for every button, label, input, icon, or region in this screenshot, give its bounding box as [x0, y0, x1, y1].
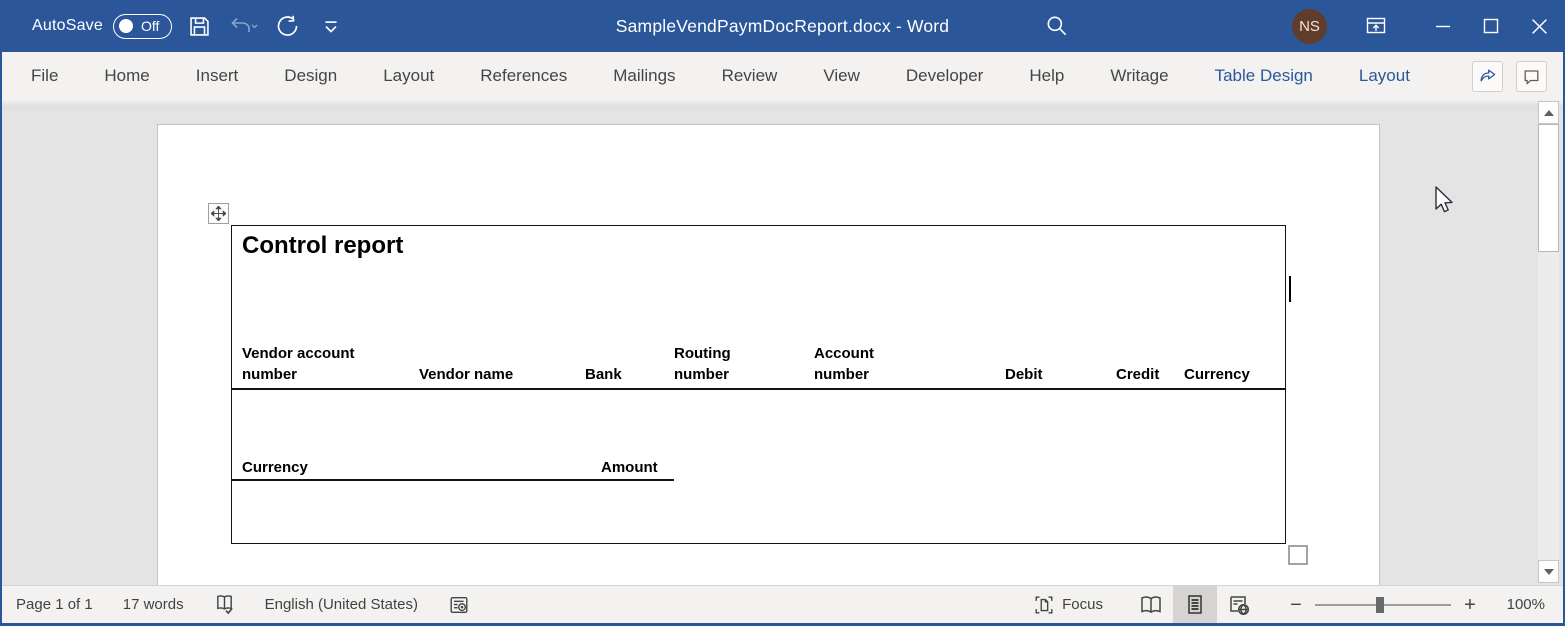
save-button[interactable] — [182, 9, 216, 43]
report-title: Control report — [242, 232, 404, 259]
close-icon — [1531, 18, 1548, 35]
zoom-out-button[interactable]: − — [1290, 593, 1302, 616]
autosave-state: Off — [140, 18, 160, 34]
minimize-icon — [1435, 18, 1451, 34]
bar-over-chevron-icon — [321, 17, 341, 35]
share-icon — [1478, 67, 1497, 86]
save-icon — [186, 13, 213, 40]
print-layout-icon — [1184, 593, 1206, 617]
report-table[interactable] — [231, 225, 1286, 544]
tab-writage[interactable]: Writage — [1110, 66, 1169, 85]
tab-table-design[interactable]: Table Design — [1214, 66, 1313, 85]
column-header-credit: Credit — [1116, 366, 1160, 383]
column-header-bank: Bank — [585, 366, 622, 383]
focus-mode-button[interactable] — [1033, 594, 1103, 616]
share-button[interactable] — [1472, 61, 1503, 92]
maximize-button[interactable] — [1467, 6, 1515, 46]
column-header-vendor-name: Vendor name — [419, 366, 514, 383]
web-layout-view-button[interactable] — [1217, 586, 1261, 623]
scrollbar-thumb[interactable] — [1538, 124, 1559, 252]
word-count[interactable]: 17 words — [122, 596, 184, 613]
subcolumn-header-currency: Currency — [242, 459, 308, 476]
document-title: SampleVendPaymDocReport.docx - Word — [615, 15, 950, 36]
account-avatar[interactable]: NS — [1292, 9, 1327, 44]
four-way-arrow-icon — [211, 206, 226, 221]
focus-icon — [1033, 594, 1055, 616]
minimize-button[interactable] — [1419, 6, 1467, 46]
triangle-down-icon — [1544, 569, 1554, 575]
redo-icon — [274, 13, 301, 40]
redo-button[interactable] — [270, 9, 304, 43]
table-subheader-row — [232, 456, 674, 481]
comments-button[interactable] — [1516, 61, 1547, 92]
tab-layout[interactable]: Layout — [383, 66, 435, 85]
status-right-group — [1033, 586, 1563, 623]
read-mode-icon — [1139, 594, 1163, 616]
zoom-slider[interactable] — [1315, 597, 1451, 613]
tab-table-layout[interactable]: Layout — [1358, 66, 1410, 85]
ribbon-display-options-icon — [1364, 14, 1388, 38]
comments-icon — [1522, 67, 1541, 86]
undo-icon — [228, 13, 258, 39]
tab-design[interactable]: Design — [284, 66, 338, 85]
page-indicator[interactable]: Page 1 of 1 — [16, 596, 93, 613]
tab-references[interactable]: References — [480, 66, 568, 85]
status-left-group — [2, 593, 470, 616]
zoom-level[interactable]: 100% — [1506, 596, 1545, 613]
document-page[interactable] — [157, 124, 1380, 585]
column-header-currency: Currency — [1184, 366, 1250, 383]
macro-recorder-icon — [448, 594, 470, 616]
subcolumn-header-amount: Amount — [601, 459, 658, 476]
column-header-debit: Debit — [1005, 366, 1043, 383]
table-header-row — [232, 336, 1285, 390]
ribbon-display-options-button[interactable] — [1359, 9, 1393, 43]
arrow-pointer-icon — [1434, 186, 1458, 218]
ribbon-tab-bar — [2, 52, 1563, 100]
tab-file[interactable]: File — [31, 66, 59, 85]
ribbon-action-buttons — [1472, 61, 1563, 92]
macro-recording-button[interactable] — [448, 594, 470, 616]
language-status[interactable]: English (United States) — [264, 596, 419, 613]
column-header-account-number: Account number — [814, 345, 874, 383]
toggle-knob-icon — [119, 19, 133, 33]
text-insertion-caret — [1289, 276, 1291, 302]
close-button[interactable] — [1515, 6, 1563, 46]
zoom-slider-handle[interactable] — [1376, 597, 1384, 613]
document-canvas[interactable] — [2, 100, 1563, 585]
column-header-vendor-account-number: Vendor account number — [242, 345, 355, 383]
proofing-book-check-icon — [214, 593, 235, 616]
tab-developer[interactable]: Developer — [905, 66, 984, 85]
zoom-controls — [1285, 595, 1545, 615]
tab-view[interactable]: View — [823, 66, 860, 85]
undo-button[interactable] — [226, 9, 260, 43]
scroll-up-button[interactable] — [1538, 101, 1559, 124]
titlebar-right-controls — [1292, 6, 1563, 46]
maximize-icon — [1483, 18, 1499, 34]
tab-mailings[interactable]: Mailings — [613, 66, 676, 85]
tab-insert[interactable]: Insert — [195, 66, 239, 85]
proofing-status-button[interactable] — [214, 593, 235, 616]
web-layout-icon — [1227, 593, 1251, 617]
status-bar — [2, 585, 1563, 623]
vertical-scrollbar[interactable] — [1538, 101, 1559, 583]
tab-home[interactable]: Home — [104, 66, 150, 85]
zoom-in-button[interactable]: + — [1464, 593, 1476, 616]
mouse-pointer-icon — [1434, 186, 1458, 218]
autosave-label: AutoSave — [32, 17, 103, 34]
read-mode-view-button[interactable] — [1129, 586, 1173, 623]
customize-quick-access-toolbar-button[interactable] — [314, 9, 348, 43]
focus-label: Focus — [1062, 596, 1103, 613]
scroll-down-button[interactable] — [1538, 560, 1559, 583]
autosave-toggle[interactable] — [113, 14, 172, 39]
column-header-routing-number: Routing number — [674, 345, 731, 383]
triangle-up-icon — [1544, 110, 1554, 116]
table-resize-handle[interactable] — [1288, 545, 1308, 565]
tab-review[interactable]: Review — [721, 66, 778, 85]
table-move-handle[interactable] — [208, 203, 229, 224]
title-bar — [2, 0, 1563, 52]
quick-access-toolbar — [2, 9, 348, 43]
print-layout-view-button[interactable] — [1173, 586, 1217, 623]
tab-help[interactable]: Help — [1029, 66, 1065, 85]
